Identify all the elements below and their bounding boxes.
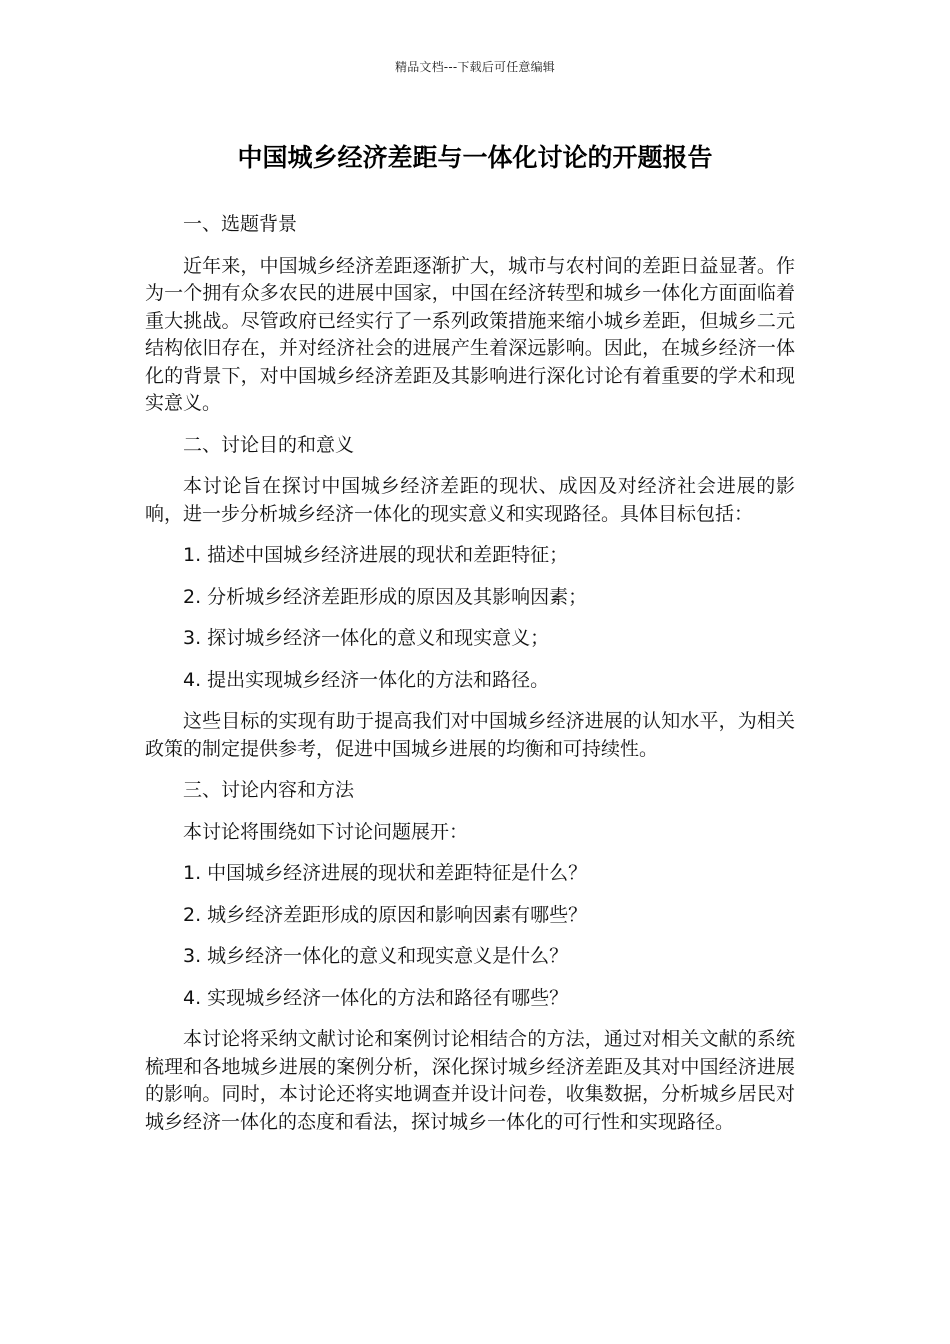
header-note: 精品文档---下载后可任意编辑 xyxy=(395,60,555,74)
question-list-item: 2. 城乡经济差距形成的原因和影响因素有哪些？ xyxy=(183,903,588,926)
purpose-list-item: 2. 分析城乡经济差距形成的原因及其影响因素； xyxy=(183,585,588,608)
content-intro-paragraph: 本讨论将围绕如下讨论问题展开： xyxy=(183,820,469,843)
question-list-item: 3. 城乡经济一体化的意义和现实意义是什么？ xyxy=(183,945,569,967)
question-list-item: 4. 实现城乡经济一体化的方法和路径有哪些？ xyxy=(183,986,569,1009)
document-body xyxy=(145,211,795,1150)
purpose-list-item: 1. 描述中国城乡经济进展的现状和差距特征； xyxy=(183,544,569,566)
section-heading-purpose: 二、讨论目的和意义 xyxy=(183,433,355,456)
document-title: 中国城乡经济差距与一体化讨论的开题报告 xyxy=(237,143,713,172)
method-paragraph: 本讨论将采纳文献讨论和案例讨论相结合的方法，通过对相关文献的系统梳理和各地城乡进展的案例分析，深化探讨城乡经济差距及其对中国经济进展的影响。同时，本讨论还将实地调查并设计问卷，收集数据，分析城乡居民对城乡经济一体化的态度和看法，探讨城乡一体化的可行性和实现路径。 xyxy=(145,1028,795,1133)
purpose-conclusion-paragraph: 这些目标的实现有助于提高我们对中国城乡经济进展的认知水平，为相关政策的制定提供参考，促进中国城乡进展的均衡和可持续性。 xyxy=(145,710,795,760)
section-heading-content-method: 三、讨论内容和方法 xyxy=(183,779,355,801)
purpose-list-item: 4. 提出实现城乡经济一体化的方法和路径。 xyxy=(183,668,550,691)
question-list-item: 1. 中国城乡经济进展的现状和差距特征是什么？ xyxy=(183,862,588,884)
section-heading-background: 一、选题背景 xyxy=(183,213,298,235)
purpose-list-item: 3. 探讨城乡经济一体化的意义和现实意义； xyxy=(183,627,550,649)
purpose-intro-paragraph: 本讨论旨在探讨中国城乡经济差距的现状、成因及对经济社会进展的影响，进一步分析城乡经济一体化的现实意义和实现路径。具体目标包括： xyxy=(145,475,795,525)
background-paragraph: 近年来，中国城乡经济差距逐渐扩大，城市与农村间的差距日益显著。作为一个拥有众多农民的进展中国家，中国在经济转型和城乡一体化方面面临着重大挑战。尽管政府已经实行了一系列政策措施来缩小城乡差距，但城乡二元结构依旧存在，并对经济社会的进展产生着深远影响。因此，在城乡经济一体化的背景下，对中国城乡经济差距及其影响进行深化讨论有着重要的学术和现实意义。 xyxy=(145,254,795,414)
